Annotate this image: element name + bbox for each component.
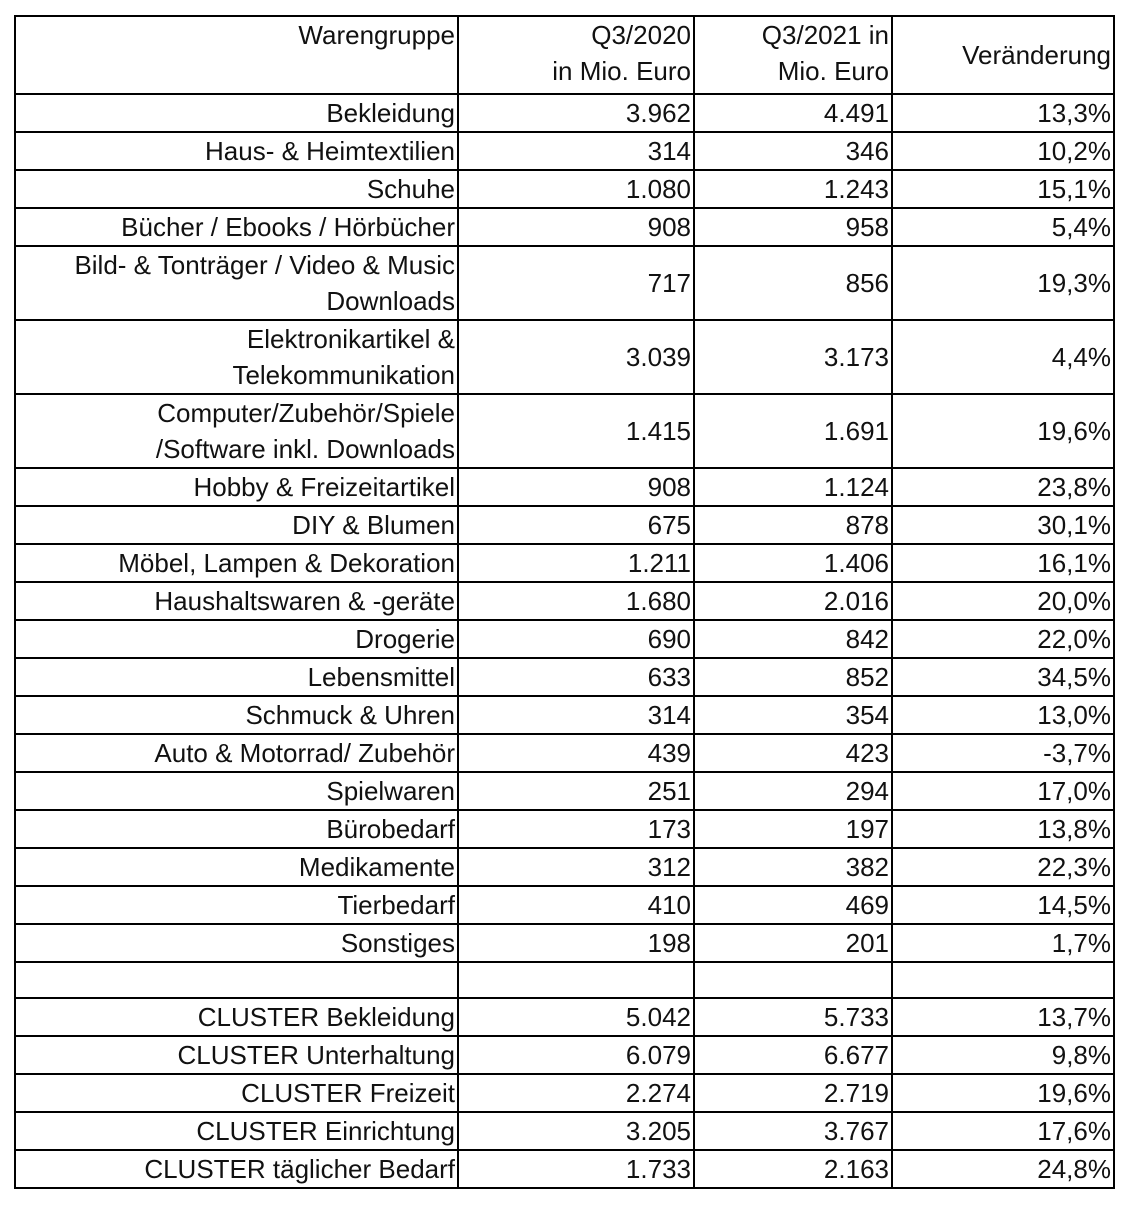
header-veraenderung: Veränderung — [892, 16, 1114, 94]
row-label — [15, 886, 458, 924]
row-label — [15, 468, 458, 506]
cluster-q3-2021: 6.677 — [694, 1036, 892, 1074]
row-q3-2021: 878 — [694, 506, 892, 544]
table-row — [15, 924, 1114, 962]
header-q3-2021 — [694, 16, 892, 94]
row-change: 19,6% — [892, 394, 1114, 468]
cluster-label: CLUSTER Unterhaltung — [15, 1036, 458, 1074]
row-q3-2020: 312 — [458, 848, 694, 886]
row-q3-2020: 314 — [458, 132, 694, 170]
row-label-line: Bürobedarf — [326, 814, 455, 844]
row-change: 19,3% — [892, 246, 1114, 320]
table-row — [15, 848, 1114, 886]
cluster-q3-2021: 5.733 — [694, 998, 892, 1036]
cluster-label: CLUSTER Bekleidung — [15, 998, 458, 1036]
row-q3-2021: 2.016 — [694, 582, 892, 620]
row-label — [15, 394, 458, 468]
row-q3-2020: 1.415 — [458, 394, 694, 468]
cluster-q3-2021: 2.163 — [694, 1150, 892, 1188]
row-q3-2020: 1.080 — [458, 170, 694, 208]
row-label-line: Sonstiges — [340, 928, 455, 958]
table-row — [15, 394, 1114, 468]
table-row — [15, 246, 1114, 320]
table-row — [15, 208, 1114, 246]
row-q3-2020: 633 — [458, 658, 694, 696]
row-label-line: Hobby & Freizeitartikel — [193, 472, 455, 502]
row-label-line: Elektronikartikel & — [246, 324, 455, 354]
row-change: 4,4% — [892, 320, 1114, 394]
row-change: 17,0% — [892, 772, 1114, 810]
row-label — [15, 582, 458, 620]
sales-table — [14, 15, 1115, 1189]
table-row — [15, 544, 1114, 582]
cluster-row — [15, 1112, 1114, 1150]
row-q3-2020: 251 — [458, 772, 694, 810]
cluster-change: 13,7% — [892, 998, 1114, 1036]
row-q3-2020: 1.211 — [458, 544, 694, 582]
row-change: 22,3% — [892, 848, 1114, 886]
table-row — [15, 810, 1114, 848]
row-label-line: Drogerie — [355, 624, 455, 654]
row-label-line: Tierbedarf — [337, 890, 455, 920]
row-label — [15, 320, 458, 394]
header-q3-2020 — [458, 16, 694, 94]
row-q3-2021: 4.491 — [694, 94, 892, 132]
row-label-line: Bekleidung — [326, 98, 455, 128]
row-label — [15, 208, 458, 246]
cluster-q3-2021: 2.719 — [694, 1074, 892, 1112]
cluster-label: CLUSTER Einrichtung — [15, 1112, 458, 1150]
row-change: 30,1% — [892, 506, 1114, 544]
row-label — [15, 696, 458, 734]
row-q3-2020: 173 — [458, 810, 694, 848]
cluster-label: CLUSTER Freizeit — [15, 1074, 458, 1112]
row-change: 22,0% — [892, 620, 1114, 658]
cluster-q3-2020: 6.079 — [458, 1036, 694, 1074]
cluster-q3-2020: 2.274 — [458, 1074, 694, 1112]
row-label — [15, 848, 458, 886]
row-change: 13,3% — [892, 94, 1114, 132]
header-warengruppe: Warengruppe — [15, 16, 458, 94]
row-change: 16,1% — [892, 544, 1114, 582]
header-q3-2021-line-1: Q3/2021 in — [761, 20, 889, 50]
table-row — [15, 582, 1114, 620]
row-q3-2020: 675 — [458, 506, 694, 544]
cluster-q3-2020: 3.205 — [458, 1112, 694, 1150]
row-q3-2020: 717 — [458, 246, 694, 320]
row-label-line: Telekommunikation — [232, 360, 455, 390]
row-change: 20,0% — [892, 582, 1114, 620]
row-q3-2021: 1.691 — [694, 394, 892, 468]
table-row — [15, 320, 1114, 394]
row-q3-2021: 1.124 — [694, 468, 892, 506]
row-label — [15, 658, 458, 696]
row-label-line: Spielwaren — [326, 776, 455, 806]
table-row — [15, 772, 1114, 810]
row-label-line: Schuhe — [366, 174, 455, 204]
cluster-row — [15, 998, 1114, 1036]
row-q3-2020: 314 — [458, 696, 694, 734]
header-row — [15, 16, 1114, 94]
row-q3-2020: 690 — [458, 620, 694, 658]
cluster-q3-2021: 3.767 — [694, 1112, 892, 1150]
row-change: 1,7% — [892, 924, 1114, 962]
table-row — [15, 94, 1114, 132]
row-label — [15, 924, 458, 962]
row-label-line: Medikamente — [298, 852, 455, 882]
row-label-line: Lebensmittel — [307, 662, 455, 692]
spacer-cell — [694, 962, 892, 998]
spacer-row — [15, 962, 1114, 998]
row-q3-2021: 382 — [694, 848, 892, 886]
row-q3-2021: 1.406 — [694, 544, 892, 582]
table-body — [15, 16, 1114, 1188]
table-row — [15, 734, 1114, 772]
row-label-line: Auto & Motorrad/ Zubehör — [154, 738, 455, 768]
row-q3-2020: 3.039 — [458, 320, 694, 394]
row-label — [15, 544, 458, 582]
cluster-q3-2020: 5.042 — [458, 998, 694, 1036]
row-q3-2020: 908 — [458, 468, 694, 506]
spacer-cell — [15, 962, 458, 998]
spacer-cell — [458, 962, 694, 998]
cluster-change: 24,8% — [892, 1150, 1114, 1188]
row-label-line: Haushaltswaren & -geräte — [154, 586, 455, 616]
row-q3-2020: 908 — [458, 208, 694, 246]
table-row — [15, 886, 1114, 924]
row-change: 13,8% — [892, 810, 1114, 848]
row-change: 13,0% — [892, 696, 1114, 734]
row-label-line: Haus- & Heimtextilien — [205, 136, 455, 166]
row-label-line: Bild- & Tonträger / Video & Music — [74, 250, 455, 280]
row-label — [15, 246, 458, 320]
cluster-q3-2020: 1.733 — [458, 1150, 694, 1188]
table-row — [15, 696, 1114, 734]
cluster-label: CLUSTER täglicher Bedarf — [15, 1150, 458, 1188]
row-change: 34,5% — [892, 658, 1114, 696]
row-label — [15, 734, 458, 772]
row-change: 14,5% — [892, 886, 1114, 924]
row-q3-2021: 842 — [694, 620, 892, 658]
row-q3-2021: 469 — [694, 886, 892, 924]
row-change: -3,7% — [892, 734, 1114, 772]
table-row — [15, 468, 1114, 506]
header-q3-2021-line-2: Mio. Euro — [777, 56, 889, 86]
row-label-line: /Software inkl. Downloads — [155, 434, 455, 464]
row-label — [15, 810, 458, 848]
row-label-line: Computer/Zubehör/Spiele — [157, 398, 455, 428]
row-q3-2020: 3.962 — [458, 94, 694, 132]
row-q3-2021: 354 — [694, 696, 892, 734]
row-q3-2021: 3.173 — [694, 320, 892, 394]
table-row — [15, 658, 1114, 696]
row-label-line: Möbel, Lampen & Dekoration — [118, 548, 455, 578]
row-label — [15, 132, 458, 170]
row-label — [15, 772, 458, 810]
row-change: 23,8% — [892, 468, 1114, 506]
row-q3-2021: 197 — [694, 810, 892, 848]
row-q3-2021: 852 — [694, 658, 892, 696]
row-q3-2020: 410 — [458, 886, 694, 924]
row-label-line: Schmuck & Uhren — [245, 700, 455, 730]
row-label-line: Downloads — [326, 286, 455, 316]
row-label — [15, 94, 458, 132]
table-row — [15, 620, 1114, 658]
row-change: 15,1% — [892, 170, 1114, 208]
header-q3-2020-line-2: in Mio. Euro — [552, 56, 691, 86]
row-label-line: Bücher / Ebooks / Hörbücher — [121, 212, 455, 242]
row-label — [15, 170, 458, 208]
row-q3-2020: 1.680 — [458, 582, 694, 620]
row-q3-2021: 201 — [694, 924, 892, 962]
cluster-row — [15, 1036, 1114, 1074]
row-q3-2020: 439 — [458, 734, 694, 772]
row-q3-2021: 346 — [694, 132, 892, 170]
cluster-row — [15, 1074, 1114, 1112]
row-label — [15, 620, 458, 658]
spacer-cell — [892, 962, 1114, 998]
row-q3-2021: 856 — [694, 246, 892, 320]
table-row — [15, 506, 1114, 544]
row-label — [15, 506, 458, 544]
row-q3-2021: 1.243 — [694, 170, 892, 208]
row-change: 5,4% — [892, 208, 1114, 246]
cluster-change: 9,8% — [892, 1036, 1114, 1074]
cluster-change: 17,6% — [892, 1112, 1114, 1150]
table-row — [15, 170, 1114, 208]
cluster-change: 19,6% — [892, 1074, 1114, 1112]
row-q3-2020: 198 — [458, 924, 694, 962]
header-q3-2020-line-1: Q3/2020 — [591, 20, 691, 50]
row-q3-2021: 423 — [694, 734, 892, 772]
table-row — [15, 132, 1114, 170]
row-q3-2021: 294 — [694, 772, 892, 810]
row-q3-2021: 958 — [694, 208, 892, 246]
row-change: 10,2% — [892, 132, 1114, 170]
row-label-line: DIY & Blumen — [292, 510, 455, 540]
cluster-row — [15, 1150, 1114, 1188]
